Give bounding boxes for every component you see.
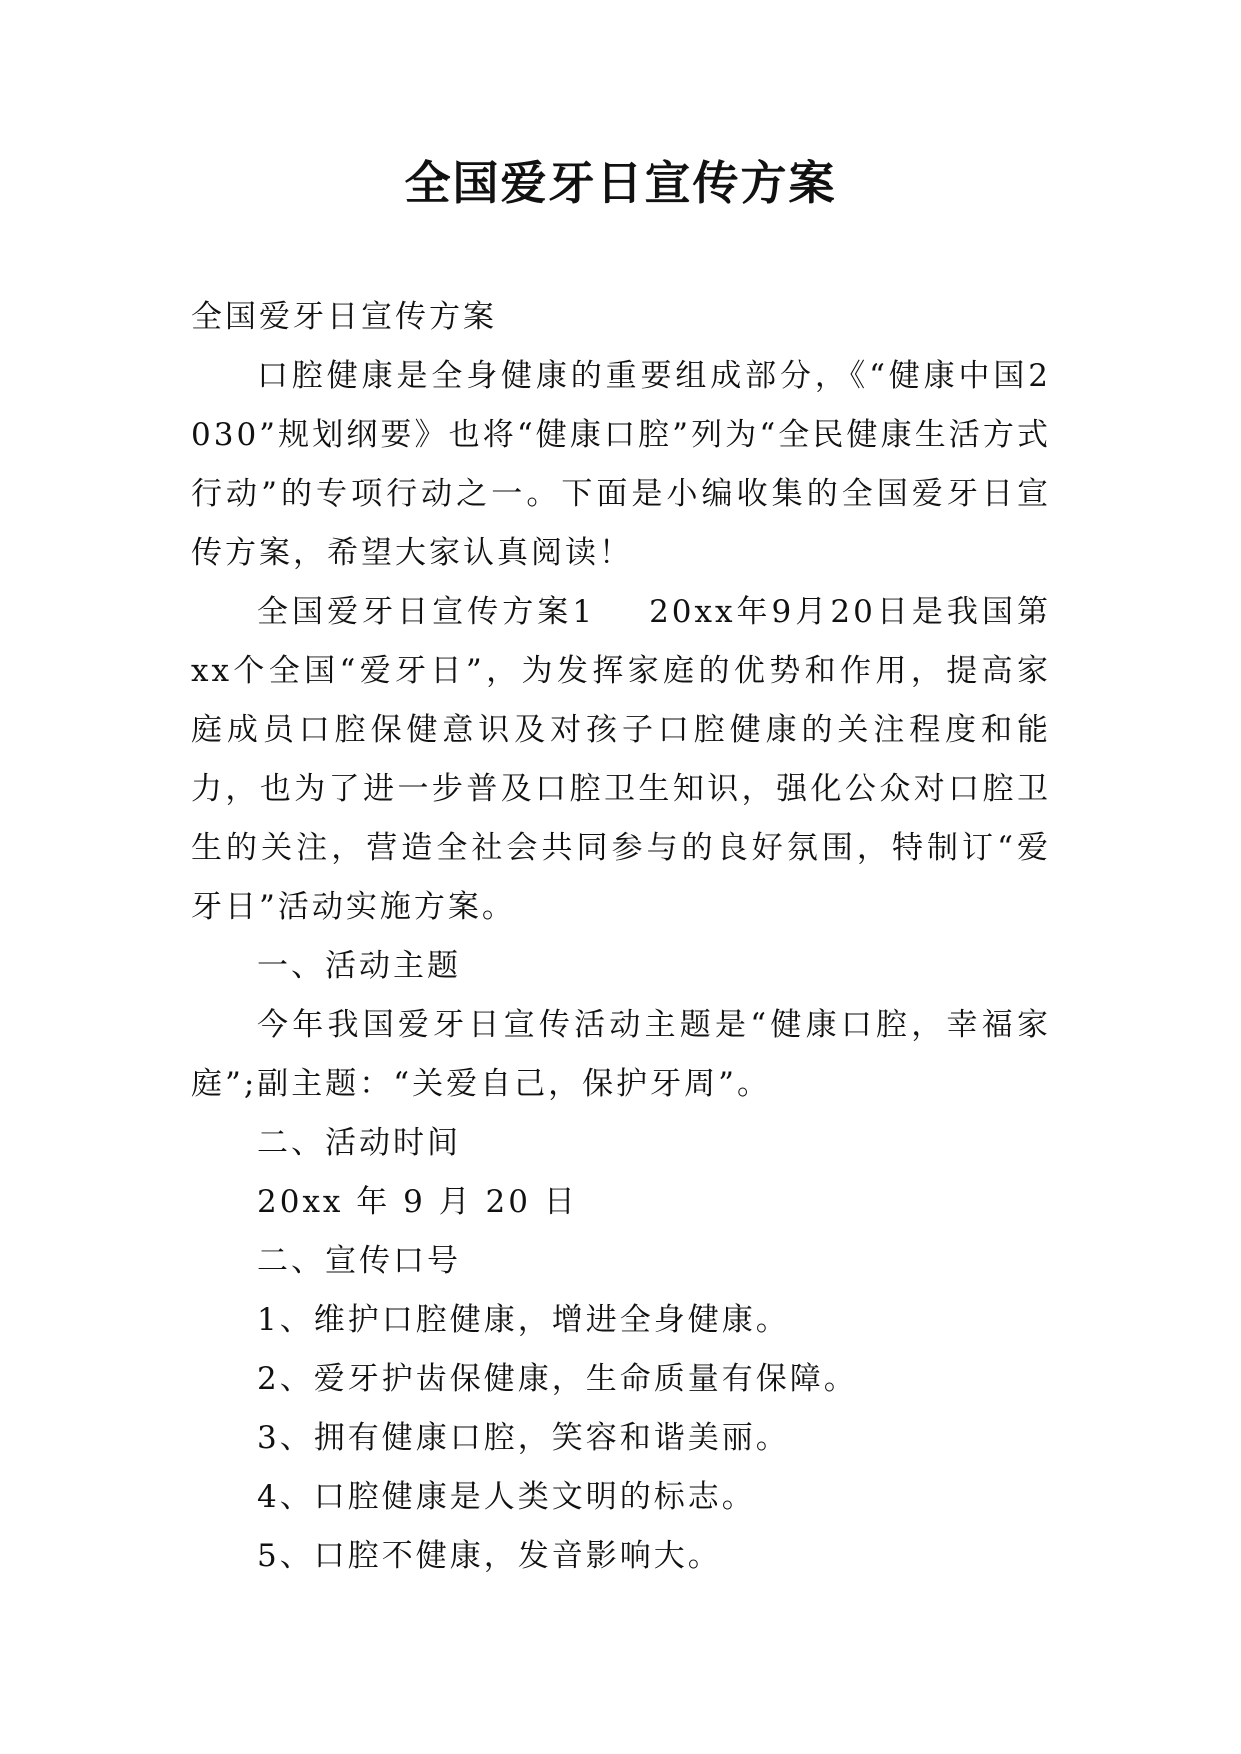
section-heading-theme: 一、活动主题 — [257, 948, 461, 984]
slogan-item: 2、爱牙护齿保健康，生命质量有保障。 — [257, 1361, 858, 1397]
plan-1-text: 20xx年9月20日是我国第xx个全国“爱牙日”，为发挥家庭的优势和作用，提高家庭成员口腔保健意识及对孩子口腔健康的关注程度和能力，也为了进一步普及口腔卫生知识，强化公众对口腔卫生的关注，营造全社会共同参与的良好氛围，特制订“爱牙日”活动实施方案。 — [191, 594, 1051, 925]
subtitle-line: 全国爱牙日宣传方案 — [191, 299, 497, 335]
slogan-item: 4、口腔健康是人类文明的标志。 — [257, 1479, 756, 1515]
theme-paragraph: 今年我国爱牙日宣传活动主题是“健康口腔，幸福家庭”;副主题：“关爱自己，保护牙周”。 — [191, 1007, 1051, 1102]
slogan-item: 5、口腔不健康，发音影响大。 — [257, 1538, 722, 1574]
document-title: 全国爱牙日宣传方案 — [404, 156, 837, 210]
plan-1-heading: 全国爱牙日宣传方案1 — [257, 594, 596, 630]
document-body — [191, 288, 1051, 1586]
section-heading-time: 二、活动时间 — [257, 1125, 461, 1161]
intro-paragraph: 口腔健康是全身健康的重要组成部分，《“健康中国2030”规划纲要》也将“健康口腔”列为“全民健康生活方式行动”的专项行动之一。下面是小编收集的全国爱牙日宣传方案，希望大家认真阅读！ — [191, 358, 1051, 571]
plan-1-paragraph — [191, 583, 1051, 937]
slogan-item: 1、维护口腔健康，增进全身健康。 — [257, 1302, 790, 1338]
time-line: 20xx 年 9 月 20 日 — [257, 1184, 578, 1220]
slogan-item: 3、拥有健康口腔，笑容和谐美丽。 — [257, 1420, 790, 1456]
section-heading-slogan: 二、宣传口号 — [257, 1243, 461, 1279]
